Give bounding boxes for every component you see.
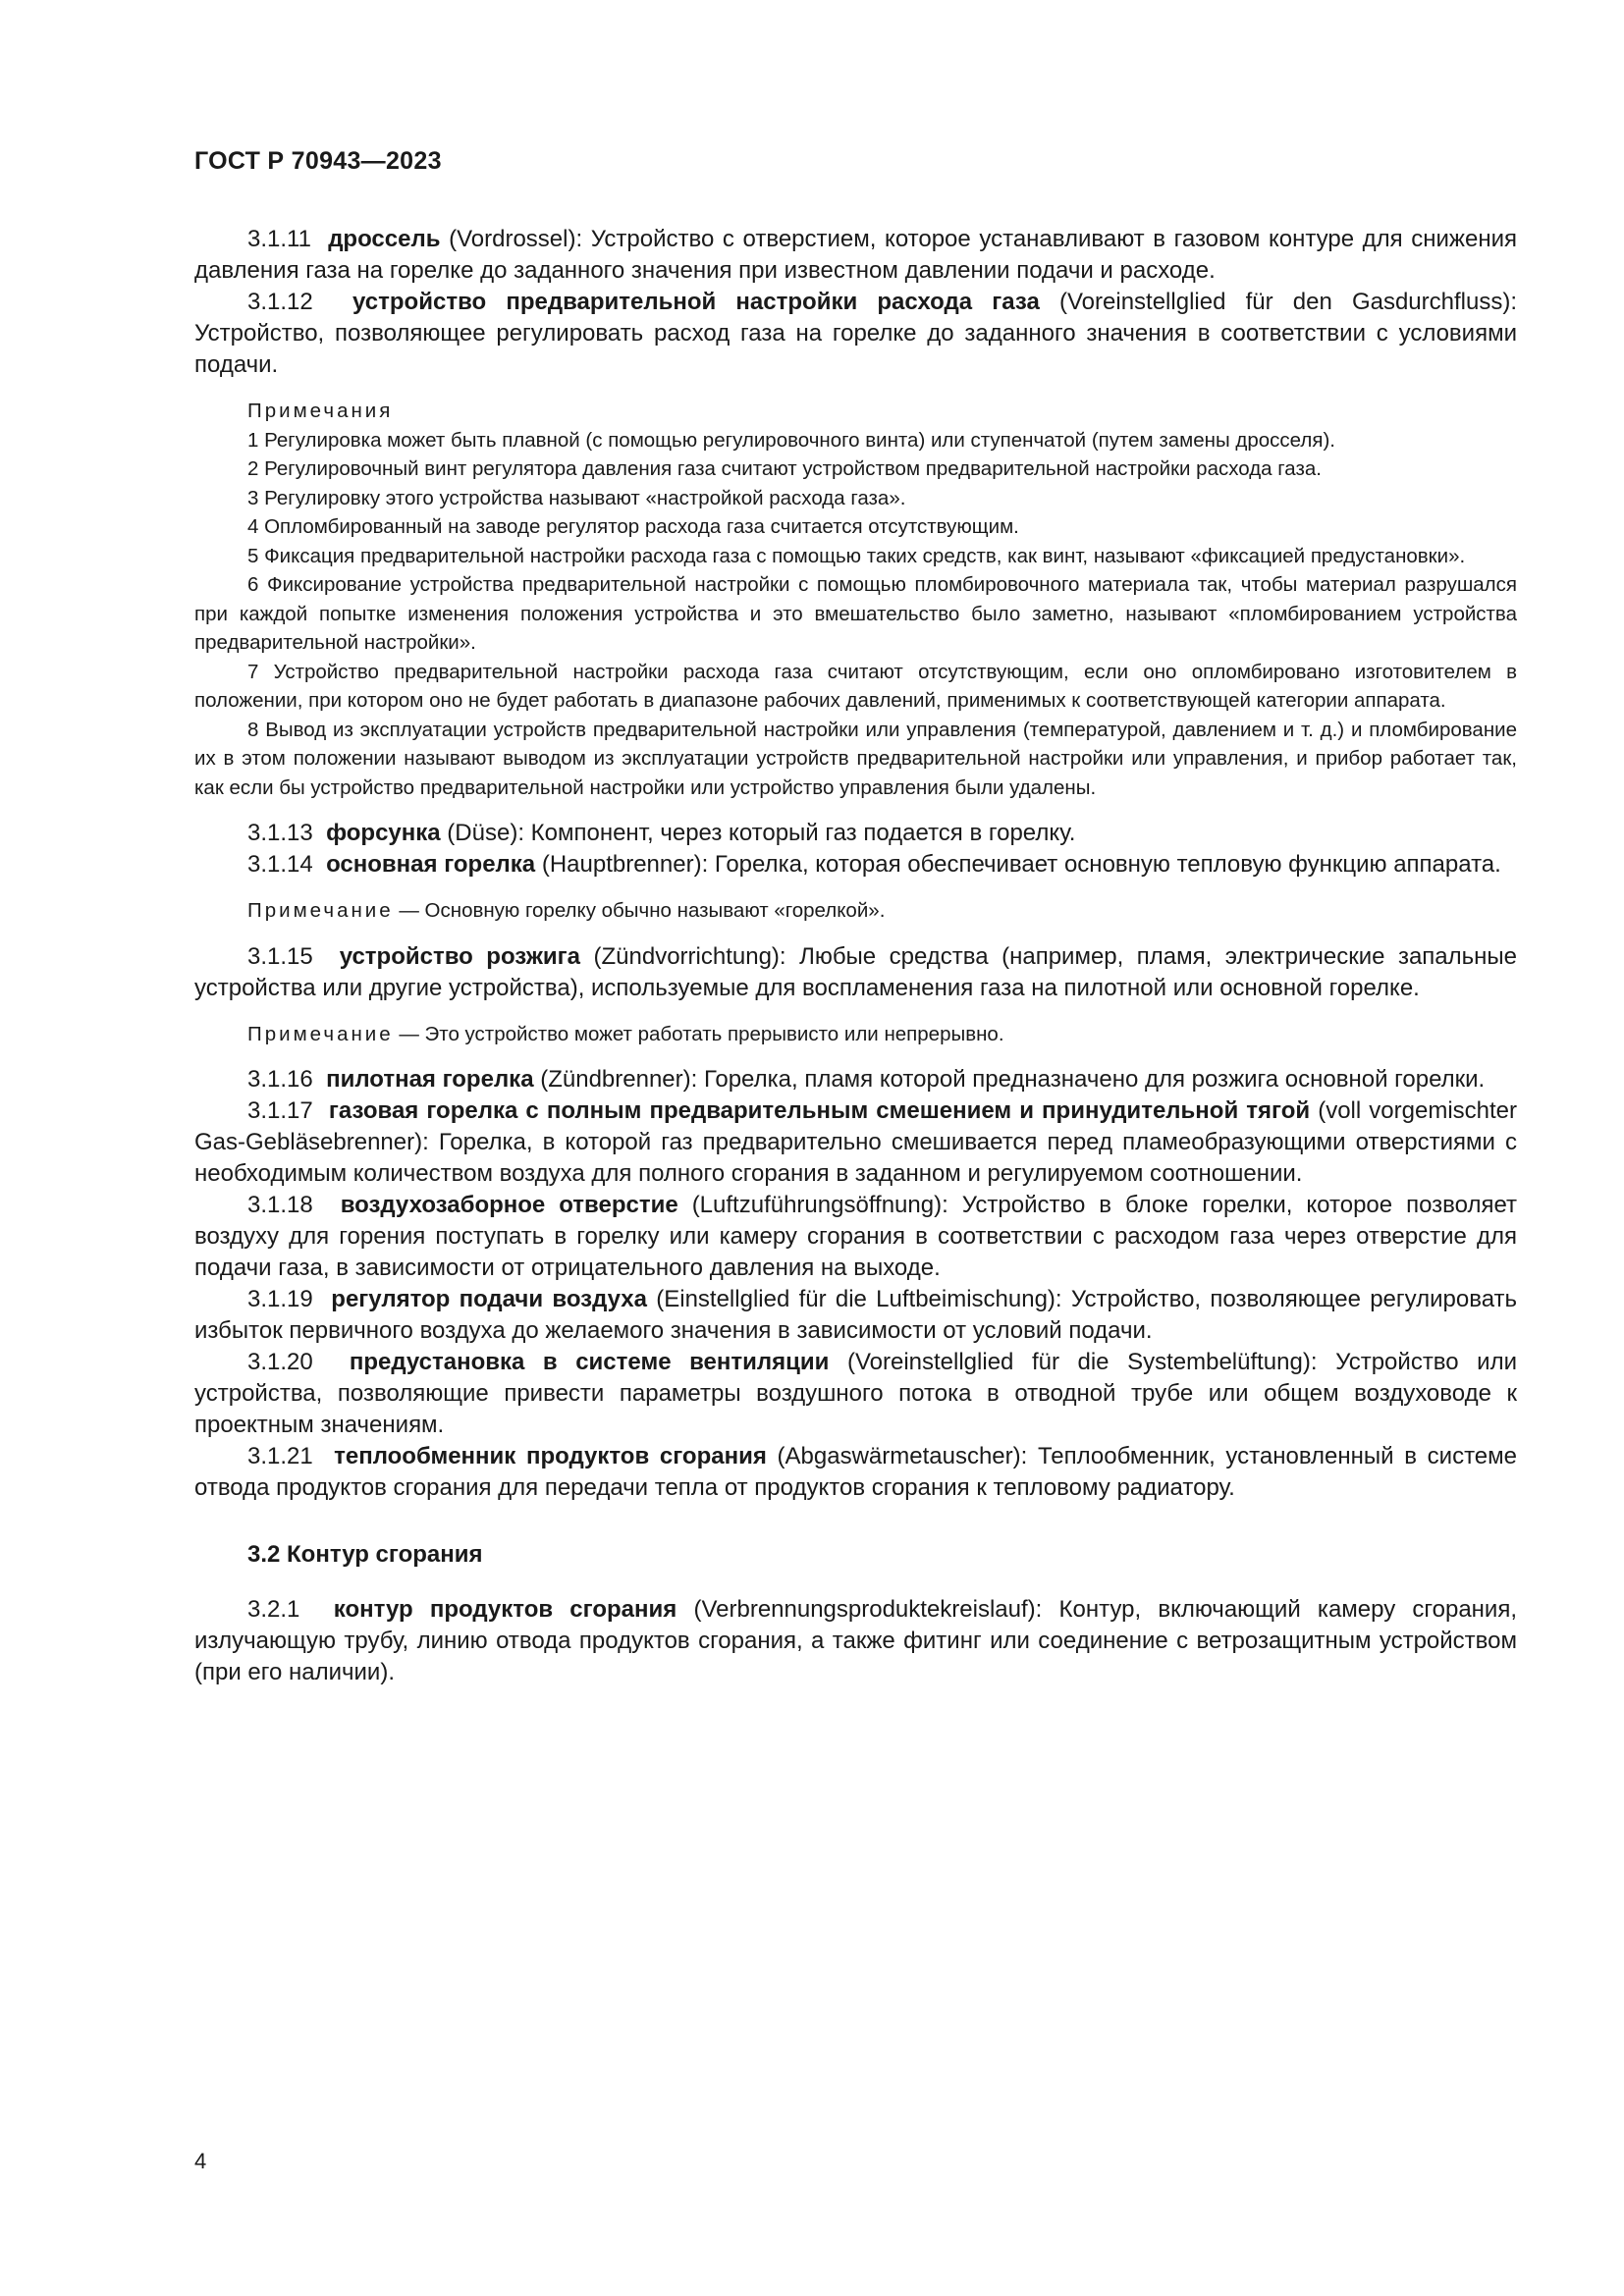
term-3-1-16: 3.1.16 пилотная горелка (Zündbrenner): Горелка, пламя которой предназначено для розжига основной горелки. <box>247 1066 1486 1093</box>
note-1: 1 Регулировка может быть плавной (с помощью регулировочного винта) или ступенчатой (путем замены дросселя). <box>247 428 1335 452</box>
term-3-1-18: 3.1.18 воздухозаборное отверстие (Luftzuführungsöffnung): Устройство в блоке горелки, которое позволяет воздуху для горения поступать в горелку или камеру сгорания в соответствии с расходом газа через отверстие для подачи газа, в зависимости от отрицательного давления на выходе. <box>194 1192 1518 1281</box>
note-6: 6 Фиксирование устройства предварительной настройки с помощью пломбировочного материала так, чтобы материал разрушался при каждой попытке изменения положения устройства и это вмешательство было заметно, называют «пломбированием устройства предварительной настройки». <box>194 573 1517 654</box>
document-code-header: ГОСТ Р 70943—2023 <box>194 147 442 175</box>
note-2: 2 Регулировочный винт регулятора давления газа считают устройством предварительной настройки расхода газа. <box>247 457 1322 480</box>
term-3-1-19: 3.1.19 регулятор подачи воздуха (Einstellglied für die Luftbeimischung): Устройство, позволяющее регулировать избыток первичного воздуха до желаемого значения в зависимости от условий подачи. <box>194 1286 1518 1344</box>
note-label: Примечание <box>247 899 394 922</box>
term-3-1-11: 3.1.11 дроссель (Vordrossel): Устройство с отверстием, которое устанавливают в газовом контуре для снижения давления газа на горелке до заданного значения при известном давлении подачи и расходе. <box>194 226 1517 284</box>
term-3-1-15: 3.1.15 устройство розжига (Zündvorrichtung): Любые средства (например, пламя, электрические запальные устройства или другие устройства), используемые для воспламенения газа на пилотной или основной горелке. <box>194 942 1517 1001</box>
note-3: 3 Регулировку этого устройства называют «настройкой расхода газа». <box>247 486 906 509</box>
note-8: 8 Вывод из эксплуатации устройств предварительной настройки или управления (температурой, давлением и т. д.) и пломбирование их в этом положении называют выводом из эксплуатации устройств предварительной настройки или управления, и прибор работает так, как если бы устройство предварительной настройки или устройство управления были удалены. <box>194 718 1517 799</box>
note-label: Примечание <box>247 1022 394 1045</box>
document-body <box>194 224 1517 1688</box>
notes-title: Примечания <box>247 400 394 422</box>
note-main-burner: Примечание — Основную горелку обычно называют «горелкой». <box>247 899 886 922</box>
section-heading: 3.2 Контур сгорания <box>247 1541 483 1568</box>
note-4: 4 Опломбированный на заводе регулятор расхода газа считается отсутствующим. <box>247 515 1019 538</box>
notes-block <box>194 397 1517 802</box>
term-3-1-17: 3.1.17 газовая горелка с полным предварительным смешением и принудительной тягой (voll vorgemischter Gas-Gebläsebrenner): Горелка, в которой газ предварительно смешивается перед пламеобразующими отверстиями с необходимым количеством воздуха для полного сгорания в заданном и регулируемом соотношении. <box>194 1097 1518 1187</box>
term-3-2-1: 3.2.1 контур продуктов сгорания (Verbrennungsproduktekreislauf): Контур, включающий камеру сгорания, излучающую трубу, линию отвода продуктов сгорания, а также фитинг или соединение с ветрозащитным устройством (при его наличии). <box>194 1596 1518 1685</box>
term-3-1-14: 3.1.14 основная горелка (Hauptbrenner): Горелка, которая обеспечивает основную тепловую функцию аппарата. <box>247 851 1501 878</box>
term-3-1-13: 3.1.13 форсунка (Düse): Компонент, через который газ подается в горелку. <box>247 820 1076 846</box>
term-3-1-12: 3.1.12 устройство предварительной настройки расхода газа (Voreinstellglied für den Gasdurchfluss): Устройство, позволяющее регулировать расход газа на горелке до заданного значения в соответствии с условиями подачи. <box>194 289 1517 378</box>
note-5: 5 Фиксация предварительной настройки расхода газа с помощью таких средств, как винт, называют «фиксацией предустановки». <box>247 544 1466 567</box>
note-ignition: Примечание — Это устройство может работать прерывисто или непрерывно. <box>247 1022 1004 1045</box>
term-3-1-20: 3.1.20 предустановка в системе вентиляции (Voreinstellglied für die Systembelüftung): Устройство или устройства, позволяющие привести параметры воздушного потока в отводной трубе или общем воздуховоде к проектным значениям. <box>194 1349 1518 1438</box>
note-7: 7 Устройство предварительной настройки расхода газа считают отсутствующим, если оно опломбировано изготовителем в положении, при котором оно не будет работать в диапазоне рабочих давлений, применимых к соответствующей категории аппарата. <box>194 660 1517 712</box>
term-3-1-21: 3.1.21 теплообменник продуктов сгорания (Abgaswärmetauscher): Теплообменник, установленный в системе отвода продуктов сгорания для передачи тепла от продуктов сгорания к тепловому радиатору. <box>194 1443 1517 1501</box>
page-number: 4 <box>194 2149 207 2173</box>
